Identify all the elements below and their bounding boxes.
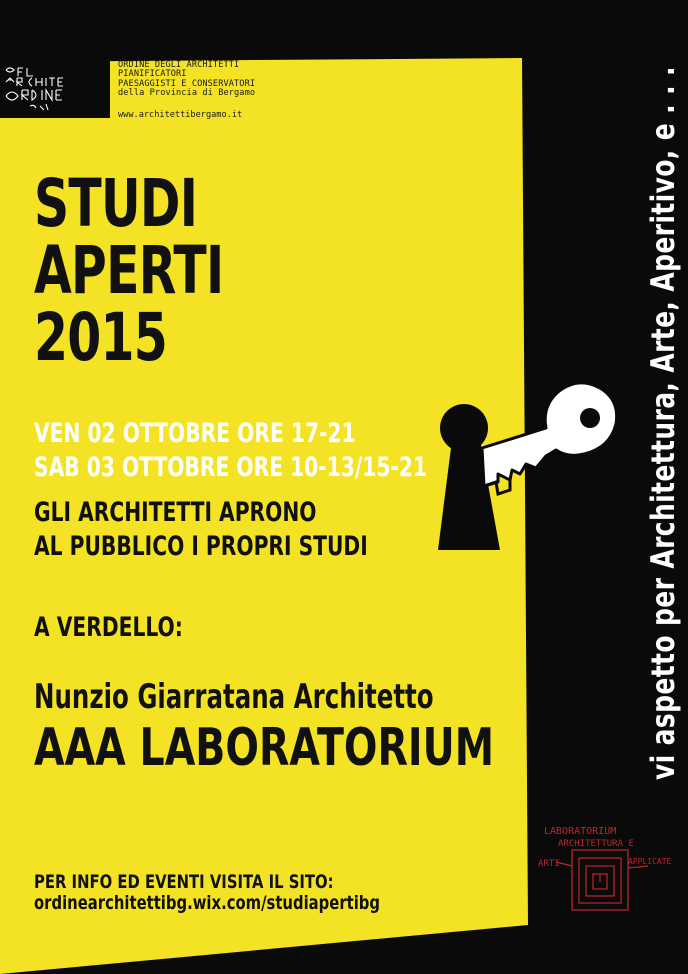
- key-icon: [478, 383, 617, 494]
- title-line-2: APERTI: [34, 232, 224, 309]
- description-line-2: AL PUBBLICO I PROPRI STUDI: [34, 531, 368, 562]
- key-in-keyhole-illustration: [438, 378, 638, 563]
- order-line-4: della Provincia di Bergamo: [118, 88, 256, 99]
- title-line-1: STUDI: [34, 165, 198, 242]
- order-line-3: PAESAGGISTI E CONSERVATORI: [118, 78, 256, 89]
- studio-name: AAA LABORATORIUM: [34, 718, 495, 778]
- architect-name: Nunzio Giarratana Architetto: [34, 677, 434, 717]
- svg-text:ORDINE ARCHITETTI: ORDINE ARCHITETTI: [55, 73, 76, 75]
- title-line-3: 2015: [34, 299, 167, 376]
- order-line-2: PIANIFICATORI: [118, 69, 187, 80]
- order-logo-mark: [0, 60, 110, 118]
- info-label: PER INFO ED EVENTI VISITA IL SITO:: [34, 871, 334, 893]
- description-line-1: GLI ARCHITETTI APRONO: [34, 497, 317, 528]
- lab-logo-left: ARTI: [538, 859, 560, 869]
- order-line-1: ORDINE DEGLI ARCHITETTI: [118, 60, 240, 70]
- tagline-vertical: vi aspetto per Architettura, Arte, Aperitivo, e . . .: [644, 66, 682, 780]
- location-label: A VERDELLO:: [34, 612, 183, 643]
- event-dates: [34, 417, 427, 485]
- date-line-2: SAB 03 OTTOBRE ORE 10-13/15-21: [34, 452, 428, 483]
- laboratorium-logo: [536, 822, 672, 917]
- order-name: [118, 61, 418, 99]
- info-url[interactable]: ordinearchitettibg.wix.com/studiapertibg: [34, 892, 381, 914]
- info-section: [34, 872, 380, 914]
- order-website: www.architettibergamo.it: [118, 110, 243, 120]
- event-title: [34, 165, 224, 376]
- order-logo: [0, 60, 110, 118]
- event-description: [34, 496, 368, 564]
- date-line-1: VEN 02 OTTOBRE ORE 17-21: [34, 418, 356, 449]
- lab-logo-line-1: LABORATORIUM: [544, 826, 617, 837]
- lab-logo-right: APPLICATE: [628, 857, 672, 866]
- lab-logo-line-2: ARCHITETTURA E: [558, 839, 634, 849]
